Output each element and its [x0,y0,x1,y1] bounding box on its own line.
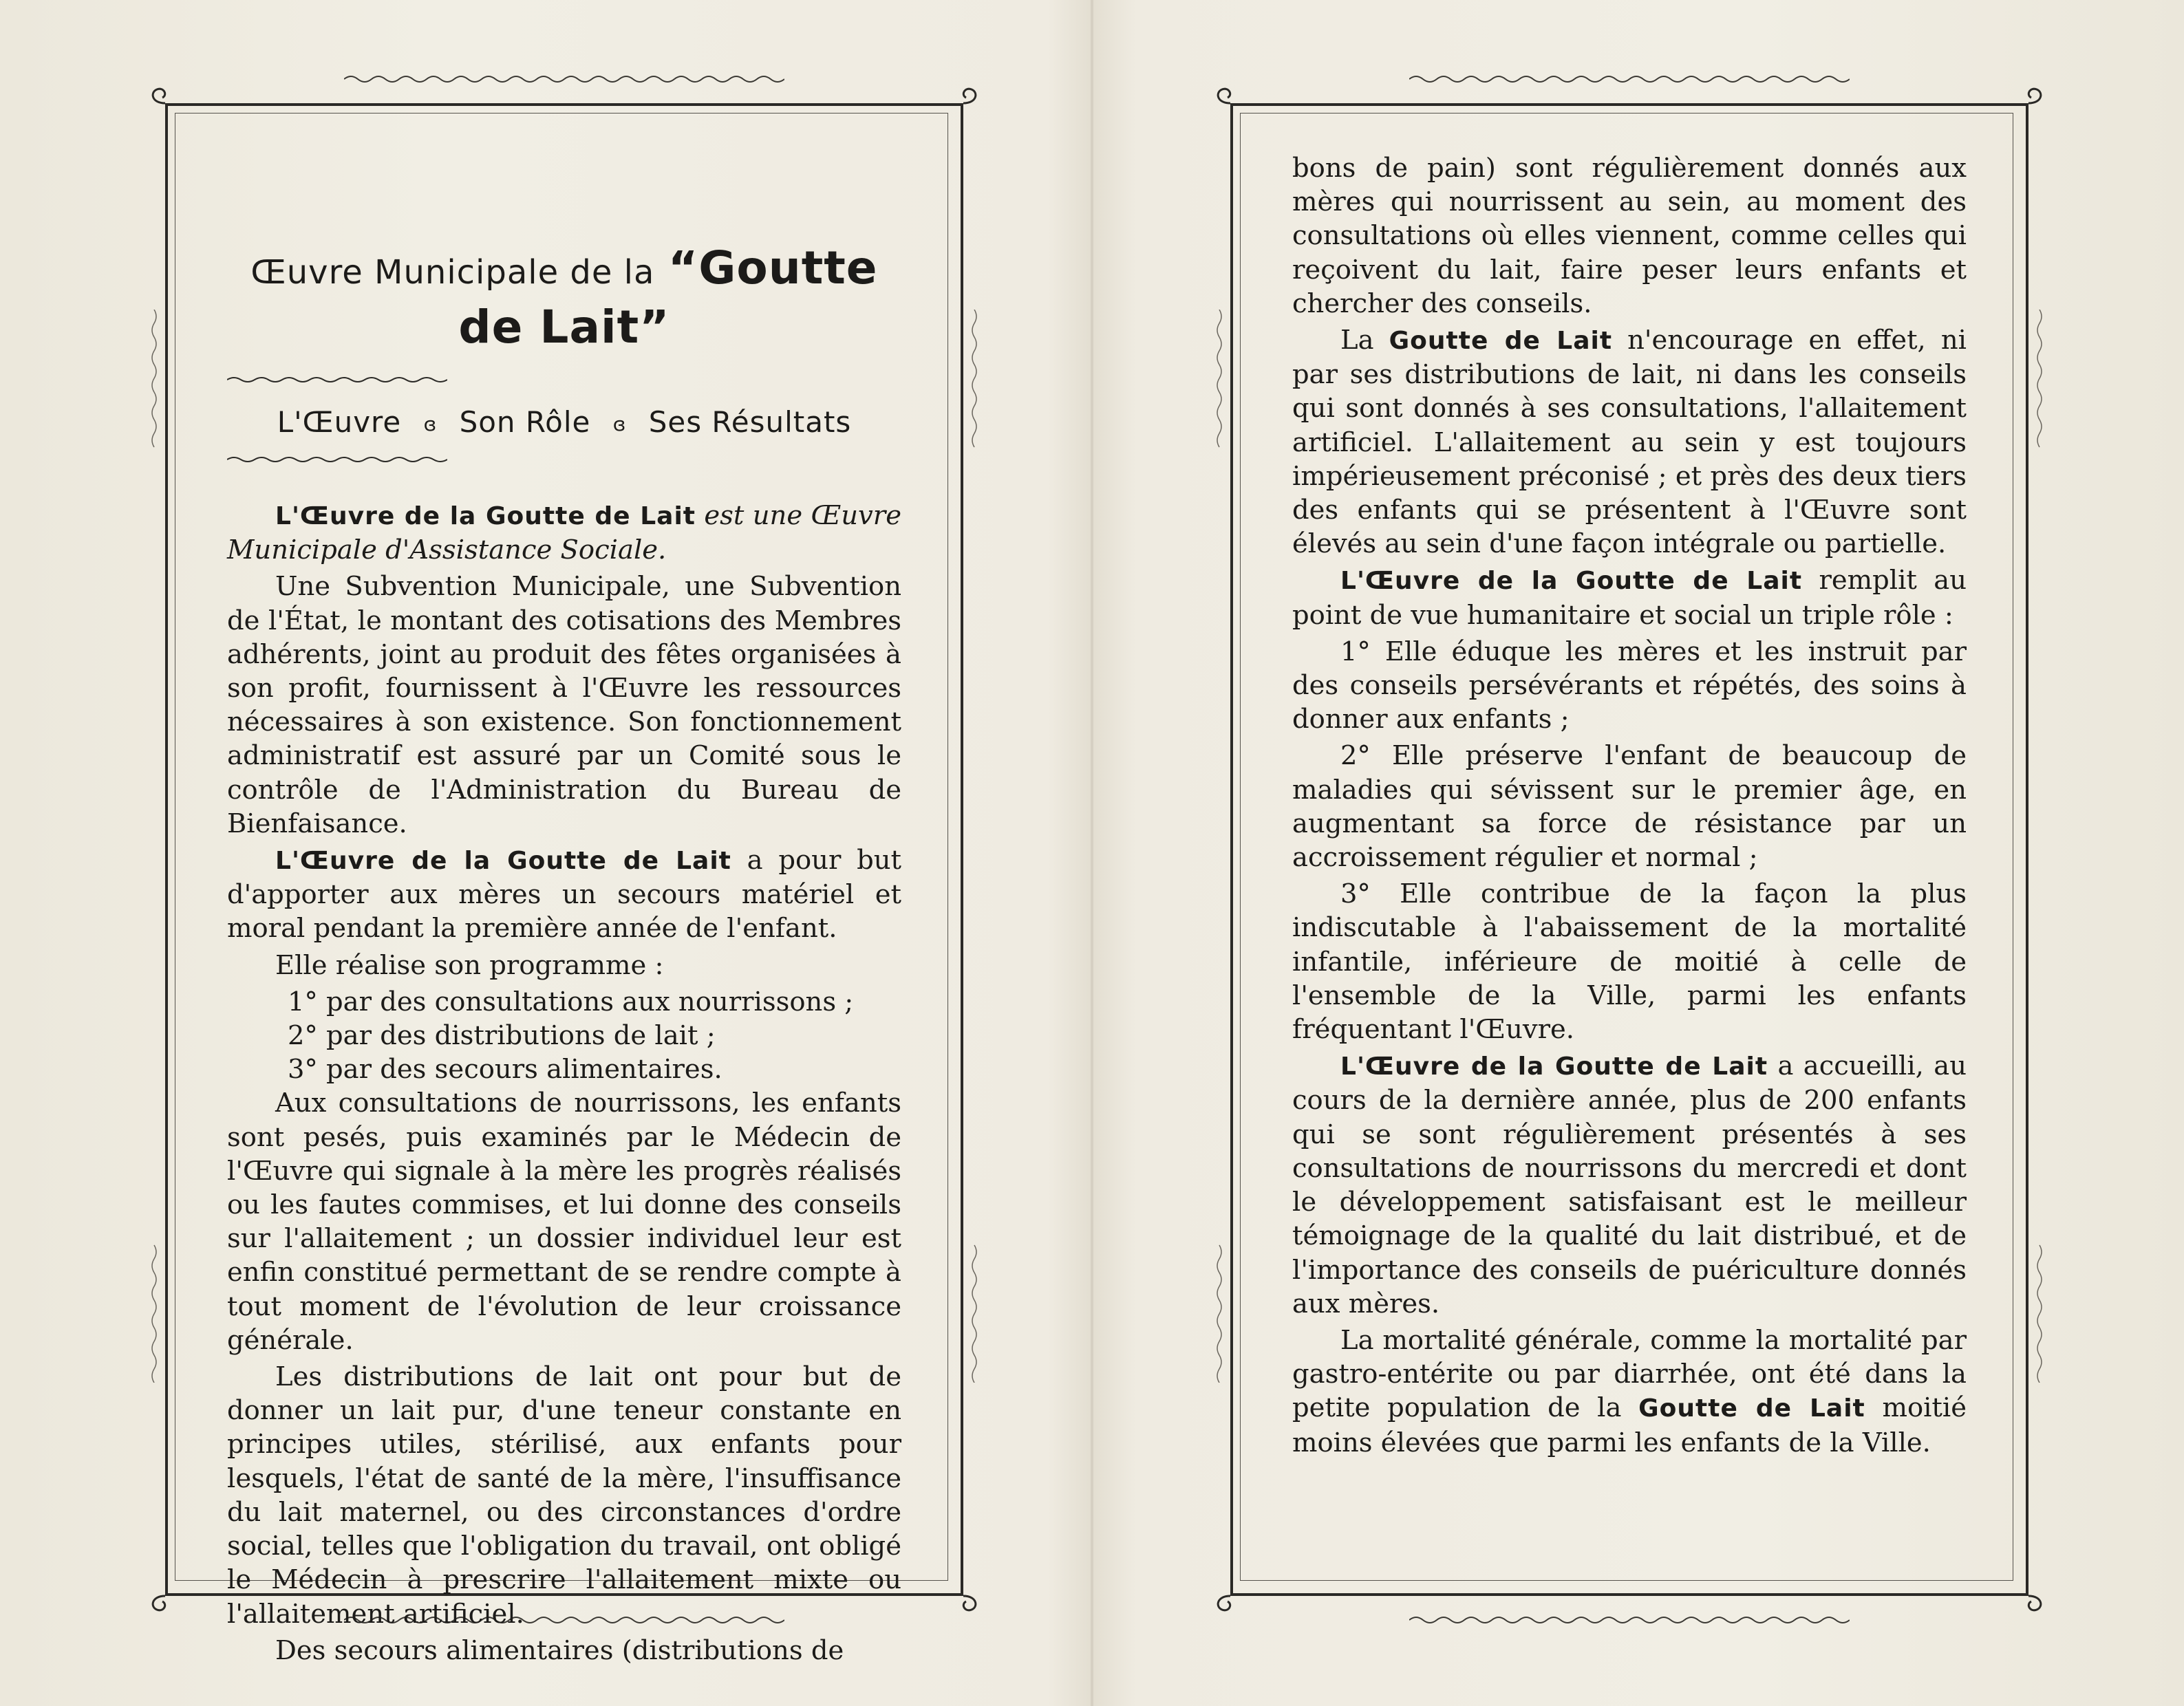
paragraph-text: La [1340,325,1374,356]
right-page-content [1292,151,1967,1462]
corner-curl-icon [2008,83,2049,124]
corner-curl-icon [144,83,186,124]
corner-curl-icon [943,1575,984,1617]
oeuvre-name: L'Œuvre de la Goutte de Lait [1340,1052,1768,1081]
paragraph: bons de pain) sont régulièrement donnés aux mères qui nourrissent au sein, au moment des consultations où elles viennent, comme celles qui reçoivent du lait, faire peser leurs enfants et chercher des conseils. [1292,153,1967,319]
title-lead: Œuvre Municipale de la [250,253,655,292]
goutte-de-lait-name: Goutte de Lait [1389,327,1613,356]
subtitle-part-resultats: Ses Résultats [648,405,852,439]
paragraph [1292,1049,1967,1321]
right-page [1230,103,2028,1596]
corner-curl-icon [144,1575,186,1617]
corner-curl-icon [1210,83,1251,124]
paragraph-text: remplit au point de vue humanitaire et social un triple rôle : [1292,565,1967,631]
goutte-de-lait-name: Goutte de Lait [1638,1394,1865,1423]
swirl-separator-icon: ɞ [612,413,627,435]
paragraph-text: moitié moins élevées que parmi les enfants de la Ville. [1292,1392,1967,1458]
corner-curl-icon [2008,1575,2049,1617]
right-body-text [1292,151,1967,1460]
swirl-separator-icon: ɞ [423,413,438,435]
paragraph [1292,563,1967,631]
paragraph: 3° Elle contribue de la façon la plus indiscutable à l'abaissement de la mortalité infantile, inférieure de moitié à celle de l'ensemble de la Ville, parmi les enfants fréquentant l'Œuvre. [1292,878,1967,1046]
oeuvre-name: L'Œuvre de la Goutte de Lait [275,847,731,876]
oeuvre-name: L'Œuvre de la Goutte de Lait [275,502,696,530]
paragraph [227,843,901,946]
subtitle [227,405,901,439]
wavy-ornament-top [344,72,784,87]
paragraph [1292,323,1967,561]
paragraph-text: a accueilli, au cours de la dernière année, plus de 200 enfants qui se sont régulièrement présentés à ses consultations de nourrissons du mercredi et dont le développement satisfaisant est le meilleur témoignage de la qualité du lait distribué, et de l'importance des conseils de puériculture donnés aux mères. [1292,1050,1967,1319]
side-ornament-left [1215,310,1223,1383]
wavy-ornament-bottom [1409,1612,1850,1628]
wavy-ornament-top [1409,72,1850,87]
paragraph: Des secours alimentaires (distributions de [275,1634,844,1666]
paragraph-text: La mortalité générale, comme la mortalité par gastro-entérite ou par diarrhée, ont été dans la petite population de la [1292,1324,1967,1424]
paragraph: 1° Elle éduque les mères et les instruit par des conseils persévérants et répétés, des soins à donner aux enfants ; [1292,636,1967,735]
paragraph: Les distributions de lait ont pour but de donner un lait pur, d'une teneur constante en principes utiles, stérilisé, aux enfants pour lesquels, l'état de santé de la mère, l'insuffisance du lait maternel, ou des circonstances d'ordre social, telles que l'obligation du travail, ont obligé le Médecin à prescrire l'allaitement mixte ou l'allaitement artificiel. [227,1361,901,1630]
side-ornament-right [970,310,978,1383]
left-body-text [227,499,901,1667]
side-ornament-right [2035,310,2044,1383]
left-page [165,103,963,1666]
list-item: 2° par des distributions de lait ; [288,1020,716,1052]
corner-curl-icon [943,83,984,124]
paragraph: 2° Elle préserve l'enfant de beaucoup de maladies qui sévissent sur le premier âge, en augmentant sa force de résistance par un accroissement régulier et normal ; [1292,740,1967,874]
corner-curl-icon [1210,1575,1251,1617]
wavy-rule [227,375,447,385]
paragraph [1292,1324,1967,1460]
paragraph [227,499,901,567]
page-fold [1090,0,1094,1706]
subtitle-part-oeuvre: L'Œuvre [277,405,402,439]
paragraph: Une Subvention Municipale, une Subvention de l'État, le montant des cotisations des Membres adhérents, joint au produit des fêtes organisées à son profit, fournissent à l'Œuvre les ressources nécessaires à son existence. Son fonctionnement administratif est assuré par un Comité sous le contrôle de l'Administration du Bureau de Bienfaisance. [227,571,901,839]
paragraph: Aux consultations de nourrissons, les enfants sont pesés, puis examinés par le Médecin de l'Œuvre qui signale à la mère les progrès réalisés ou les fautes commises, et lui donne des conseils sur l'allaitement ; un dossier individuel leur est enfin constitué permettant de se rendre compte à tout moment de l'évolution de leur croissance générale. [227,1088,901,1356]
paragraph: Elle réalise son programme : [275,949,664,981]
list-item: 1° par des consultations aux nourrissons ; [288,986,854,1017]
paragraph-text: a pour but d'apporter aux mères un secours matériel et moral pendant la première année de l'enfant. [227,845,901,944]
page-title [227,241,901,356]
paragraph-italic: est une Œuvre Municipale d'Assistance Sociale. [227,500,901,566]
paragraph-text: n'encourage en effet, ni par ses distributions de lait, ni dans les conseils qui sont donnés à ses consultations, l'allaitement artificiel. L'allaitement au sein y est toujours impérieusement préconisé ; et près des deux tiers des enfants qui se présentent à l'Œuvre sont élevés au sein d'une façon intégrale ou partielle. [1292,325,1967,560]
left-page-content [227,165,901,1670]
list-item: 3° par des secours alimentaires. [288,1054,722,1086]
oeuvre-name: L'Œuvre de la Goutte de Lait [1340,567,1803,596]
wavy-rule [227,455,447,464]
side-ornament-left [150,310,158,1383]
title-highlight: “Goutte de Lait” [458,241,878,354]
subtitle-part-role: Son Rôle [459,405,591,439]
